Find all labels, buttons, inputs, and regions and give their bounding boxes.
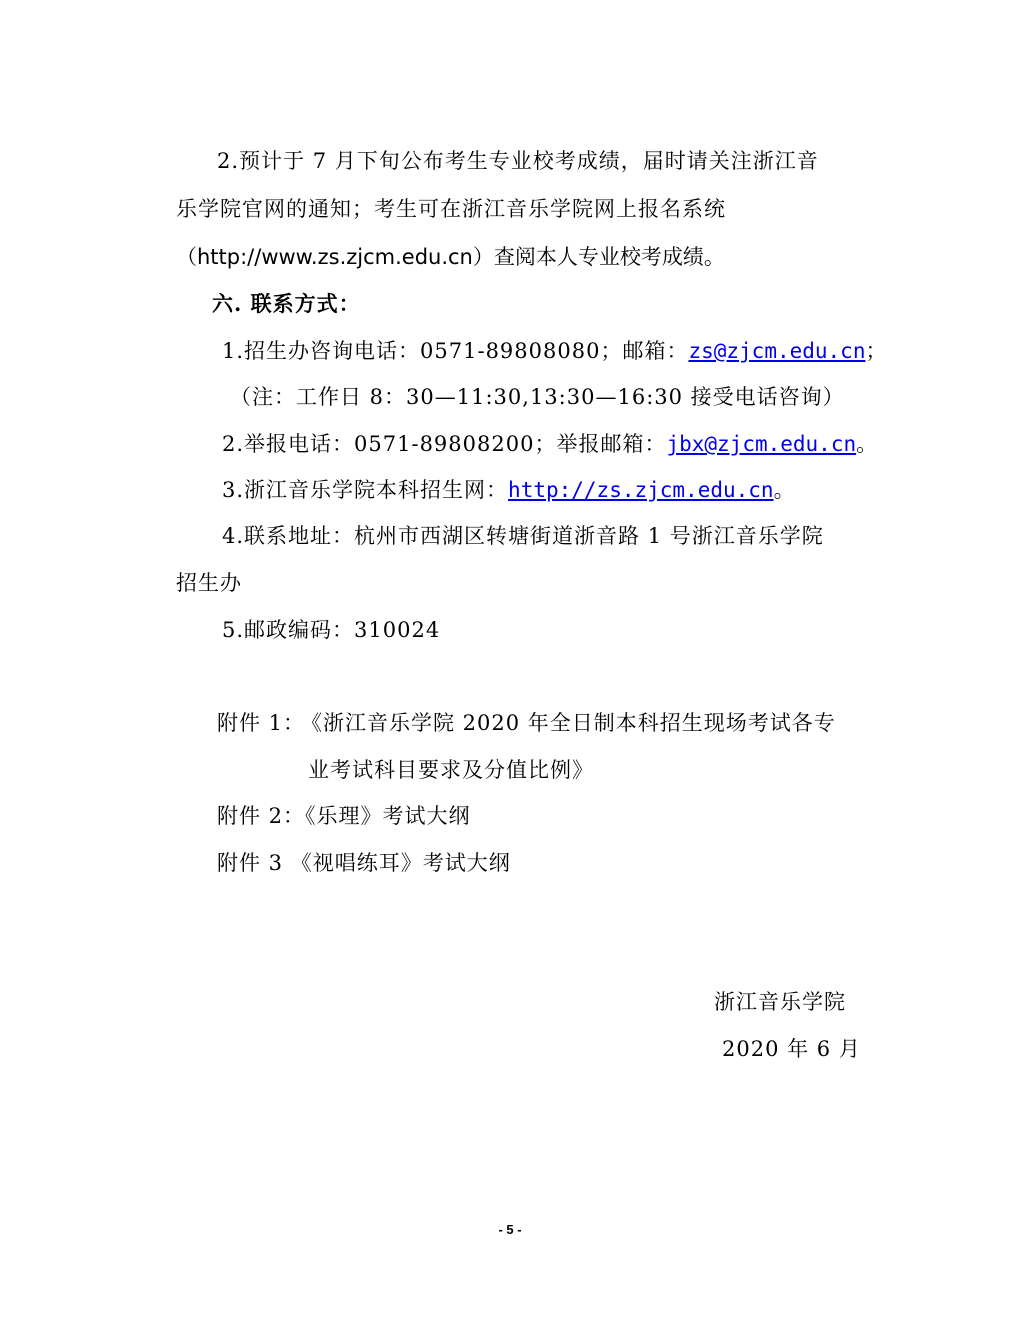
contact-phone-text: 1.招生办咨询电话：0571-89808080；邮箱： — [222, 339, 689, 363]
attachment-1-label: 附件 1： — [217, 711, 306, 735]
contact-report-text: 2.举报电话：0571-89808200；举报邮箱： — [222, 432, 667, 456]
attachment-1-title-line-1: 《浙江音乐学院 2020 年全日制本科招生现场考试各专 — [301, 711, 836, 735]
contact-report-suffix: 。 — [856, 432, 879, 456]
signature-date: 2020 年 6 月 — [722, 1037, 861, 1061]
page-number: - 5 - — [498, 1222, 522, 1237]
contact-web-text: 3.浙江音乐学院本科招生网： — [222, 478, 509, 502]
contact-postcode: 5.邮政编码：310024 — [222, 618, 441, 642]
attachment-3: 附件 3 《视唱练耳》考试大纲 — [217, 851, 511, 875]
contact-note: （注：工作日 8：30—11:30,13:30—16:30 接受电话咨询） — [230, 385, 845, 409]
results-line-3: （http://www.zs.zjcm.edu.cn）查阅本人专业校考成绩。 — [176, 245, 725, 269]
results-line-1: 2.预计于 7 月下旬公布考生专业校考成绩，届时请关注浙江音 — [217, 149, 819, 173]
contact-address-line-2: 招生办 — [176, 571, 242, 595]
contact-report-line — [222, 429, 878, 459]
attachment-1-title-line-2: 业考试科目要求及分值比例》 — [308, 758, 594, 782]
report-email-link[interactable]: jbx@zjcm.edu.cn — [666, 432, 857, 456]
contact-phone-line — [222, 336, 887, 366]
contact-web-line — [222, 475, 796, 505]
admissions-email-link[interactable]: zs@zjcm.edu.cn — [688, 339, 866, 363]
section-heading-contact: 六. 联系方式： — [212, 291, 361, 316]
contact-phone-suffix: ； — [865, 339, 888, 363]
contact-address-line-1: 4.联系地址：杭州市西湖区转塘街道浙音路 1 号浙江音乐学院 — [222, 524, 824, 548]
attachment-2: 附件 2：《乐理》考试大纲 — [217, 804, 471, 828]
results-line-2: 乐学院官网的通知；考生可在浙江音乐学院网上报名系统 — [176, 197, 726, 221]
contact-web-suffix: 。 — [773, 478, 796, 502]
admissions-website-link[interactable]: http://zs.zjcm.edu.cn — [508, 478, 774, 502]
signature-org: 浙江音乐学院 — [714, 990, 846, 1014]
